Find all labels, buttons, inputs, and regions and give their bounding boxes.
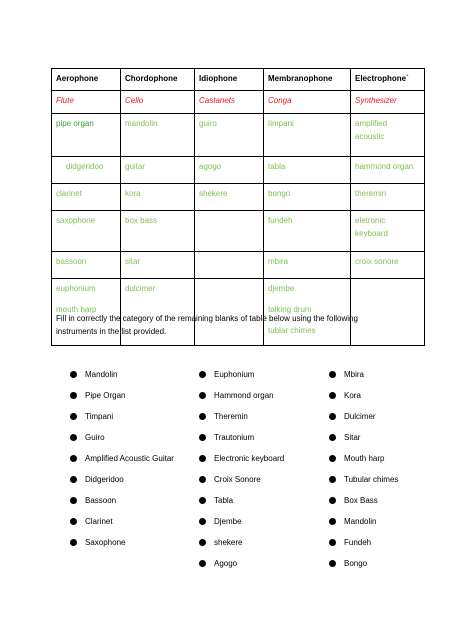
cell-text: djembe bbox=[268, 284, 295, 293]
list-item bbox=[329, 432, 429, 443]
list-item bbox=[199, 516, 319, 527]
bullet-icon bbox=[329, 434, 336, 441]
list-item bbox=[329, 495, 429, 506]
list-item-label: Hammond organ bbox=[214, 391, 274, 400]
list-item bbox=[70, 453, 190, 464]
list-item-label: Mbira bbox=[344, 370, 365, 379]
cell-text: didgeridoo bbox=[66, 162, 104, 171]
cell-text: fundeh bbox=[268, 216, 293, 225]
bullet-icon bbox=[70, 539, 77, 546]
example-electrophone: Synthesizer bbox=[351, 91, 425, 114]
table-cell bbox=[52, 114, 121, 157]
bullet-icon bbox=[70, 371, 77, 378]
list-item bbox=[70, 369, 190, 380]
bullet-icon bbox=[329, 371, 336, 378]
list-item-label: Box Bass bbox=[344, 496, 378, 505]
cell-text: box bass bbox=[125, 216, 158, 225]
bullet-icon bbox=[70, 413, 77, 420]
table-cell bbox=[351, 184, 425, 211]
list-item-label: Timpani bbox=[85, 412, 114, 421]
table-cell bbox=[351, 114, 425, 157]
bullet-icon bbox=[199, 413, 206, 420]
table-cell bbox=[264, 211, 351, 252]
bullet-icon bbox=[199, 434, 206, 441]
cell-text: bongo bbox=[268, 189, 291, 198]
table-cell bbox=[195, 252, 264, 279]
list-item bbox=[70, 411, 190, 422]
table-cell bbox=[195, 211, 264, 252]
table-cell bbox=[264, 157, 351, 184]
cell-text: clarinet bbox=[56, 189, 82, 198]
instrument-category-table bbox=[51, 68, 425, 346]
list-item-label: Tabla bbox=[214, 496, 234, 505]
cell-text: mouth harp bbox=[56, 305, 97, 314]
cell-text: agogo bbox=[199, 162, 222, 171]
list-item-label: Djembe bbox=[214, 517, 242, 526]
cell-text: amplified bbox=[355, 119, 388, 128]
list-item-label: Croix Sonore bbox=[214, 475, 261, 484]
list-item-label: Mandolin bbox=[85, 370, 118, 379]
bullet-icon bbox=[329, 413, 336, 420]
list-item-label: Saxophone bbox=[85, 538, 126, 547]
table-row bbox=[52, 252, 425, 279]
cell-text: saxophone bbox=[56, 216, 96, 225]
list-item bbox=[329, 411, 429, 422]
table-cell bbox=[52, 157, 121, 184]
instrument-list-column-3 bbox=[329, 369, 429, 579]
list-item bbox=[199, 390, 319, 401]
list-item-label: Kora bbox=[344, 391, 361, 400]
table-cell bbox=[52, 184, 121, 211]
list-item-label: Clarinet bbox=[85, 517, 113, 526]
cell-text: hammond organ bbox=[355, 162, 414, 171]
list-item-label: Amplified Acoustic Guitar bbox=[85, 454, 174, 463]
cell-text: theremin bbox=[355, 189, 387, 198]
list-item-label: Dulcimer bbox=[344, 412, 376, 421]
bullet-icon bbox=[199, 539, 206, 546]
table-cell bbox=[264, 184, 351, 211]
instrument-list-column-2 bbox=[199, 369, 319, 579]
list-item bbox=[329, 558, 429, 569]
header-electrophone: Electrophone` bbox=[351, 69, 425, 91]
list-item bbox=[199, 495, 319, 506]
list-item bbox=[199, 411, 319, 422]
list-item bbox=[329, 390, 429, 401]
cell-text: guitar bbox=[125, 162, 146, 171]
list-item-label: Euphonium bbox=[214, 370, 255, 379]
list-item bbox=[199, 474, 319, 485]
list-item-label: Guiro bbox=[85, 433, 105, 442]
header-aerophone: Aerophone bbox=[52, 69, 121, 91]
list-item bbox=[70, 516, 190, 527]
cell-text: shekere bbox=[199, 189, 228, 198]
cell-text: acoustic bbox=[355, 132, 385, 141]
example-row bbox=[52, 91, 425, 114]
table-cell bbox=[52, 252, 121, 279]
bullet-icon bbox=[70, 455, 77, 462]
list-item bbox=[199, 369, 319, 380]
cell-text: keyboard bbox=[355, 229, 388, 238]
list-item-label: Mandolin bbox=[344, 517, 377, 526]
cell-text: timpani bbox=[268, 119, 294, 128]
bullet-icon bbox=[199, 455, 206, 462]
table-cell bbox=[195, 157, 264, 184]
list-item-label: Sitar bbox=[344, 433, 361, 442]
bullet-icon bbox=[70, 476, 77, 483]
instructions-text: Fill in correctly the category of the remaining blanks of table below using the following instruments in the list provided. bbox=[56, 314, 358, 336]
cell-text: mbira bbox=[268, 257, 289, 266]
bullet-icon bbox=[329, 539, 336, 546]
list-item bbox=[199, 558, 319, 569]
bullet-icon bbox=[329, 392, 336, 399]
list-item-label: Agogo bbox=[214, 559, 238, 568]
list-item bbox=[329, 516, 429, 527]
bullet-icon bbox=[199, 497, 206, 504]
bullet-icon bbox=[199, 560, 206, 567]
table-row bbox=[52, 184, 425, 211]
list-item-label: shekere bbox=[214, 538, 243, 547]
list-item-label: Trautonium bbox=[214, 433, 255, 442]
bullet-icon bbox=[329, 497, 336, 504]
bullet-icon bbox=[329, 518, 336, 525]
table-cell bbox=[351, 157, 425, 184]
table-cell bbox=[52, 211, 121, 252]
table-row bbox=[52, 211, 425, 252]
cell-text: eletronic bbox=[355, 216, 386, 225]
list-item-label: Pipe Organ bbox=[85, 391, 126, 400]
list-item bbox=[199, 453, 319, 464]
cell-text: tabla bbox=[268, 162, 286, 171]
bullet-icon bbox=[329, 455, 336, 462]
list-item-label: Theremin bbox=[214, 412, 248, 421]
list-item-label: Didgeridoo bbox=[85, 475, 124, 484]
table-cell bbox=[121, 157, 195, 184]
bullet-icon bbox=[70, 518, 77, 525]
list-item bbox=[199, 432, 319, 443]
example-membranophone: Conga bbox=[264, 91, 351, 114]
list-item bbox=[329, 453, 429, 464]
cell-text: guiro bbox=[199, 119, 217, 128]
bullet-icon bbox=[199, 518, 206, 525]
cell-text: tublar chimes bbox=[268, 326, 316, 335]
table-cell bbox=[195, 184, 264, 211]
list-item-label: Bongo bbox=[344, 559, 368, 568]
cell-text: mandolin bbox=[125, 119, 158, 128]
example-aerophone: Flute bbox=[52, 91, 121, 114]
header-row bbox=[52, 69, 425, 91]
list-item bbox=[70, 390, 190, 401]
cell-text: talking drum bbox=[268, 305, 312, 314]
example-chordophone: Cello bbox=[121, 91, 195, 114]
table-cell bbox=[195, 114, 264, 157]
cell-text: euphonium bbox=[56, 284, 96, 293]
list-item bbox=[70, 495, 190, 506]
table-cell bbox=[121, 211, 195, 252]
cell-text: sitar bbox=[125, 257, 141, 266]
example-idiophone: Castanets bbox=[195, 91, 264, 114]
bullet-icon bbox=[199, 476, 206, 483]
list-item-label: Mouth harp bbox=[344, 454, 385, 463]
list-item bbox=[70, 474, 190, 485]
cell-text: kora bbox=[125, 189, 141, 198]
table-row bbox=[52, 157, 425, 184]
list-item-label: Bassoon bbox=[85, 496, 117, 505]
table-cell bbox=[264, 114, 351, 157]
header-idiophone: Idiophone bbox=[195, 69, 264, 91]
list-item-label: Tubular chimes bbox=[344, 475, 399, 484]
bullet-icon bbox=[70, 392, 77, 399]
cell-text: bassoon bbox=[56, 257, 87, 266]
list-item bbox=[329, 369, 429, 380]
cell-text: croix sonore bbox=[355, 257, 399, 266]
list-item-label: Electronic keyboard bbox=[214, 454, 285, 463]
list-item bbox=[329, 537, 429, 548]
bullet-icon bbox=[329, 560, 336, 567]
list-item-label: Fundeh bbox=[344, 538, 372, 547]
table-cell bbox=[351, 211, 425, 252]
table-cell bbox=[121, 184, 195, 211]
header-chordophone: Chordophone bbox=[121, 69, 195, 91]
cell-text: pipe organ bbox=[56, 119, 94, 128]
instrument-list-column-1 bbox=[70, 369, 190, 558]
table-cell bbox=[351, 252, 425, 279]
bullet-icon bbox=[70, 434, 77, 441]
list-item bbox=[70, 432, 190, 443]
table-cell bbox=[121, 252, 195, 279]
bullet-icon bbox=[70, 497, 77, 504]
header-membranophone: Membranophone bbox=[264, 69, 351, 91]
list-item bbox=[199, 537, 319, 548]
table-cell bbox=[121, 114, 195, 157]
bullet-icon bbox=[199, 392, 206, 399]
table-row bbox=[52, 114, 425, 157]
table-cell bbox=[264, 252, 351, 279]
list-item bbox=[329, 474, 429, 485]
bullet-icon bbox=[329, 476, 336, 483]
bullet-icon bbox=[199, 371, 206, 378]
cell-text: dulcimer bbox=[125, 284, 156, 293]
list-item bbox=[70, 537, 190, 548]
